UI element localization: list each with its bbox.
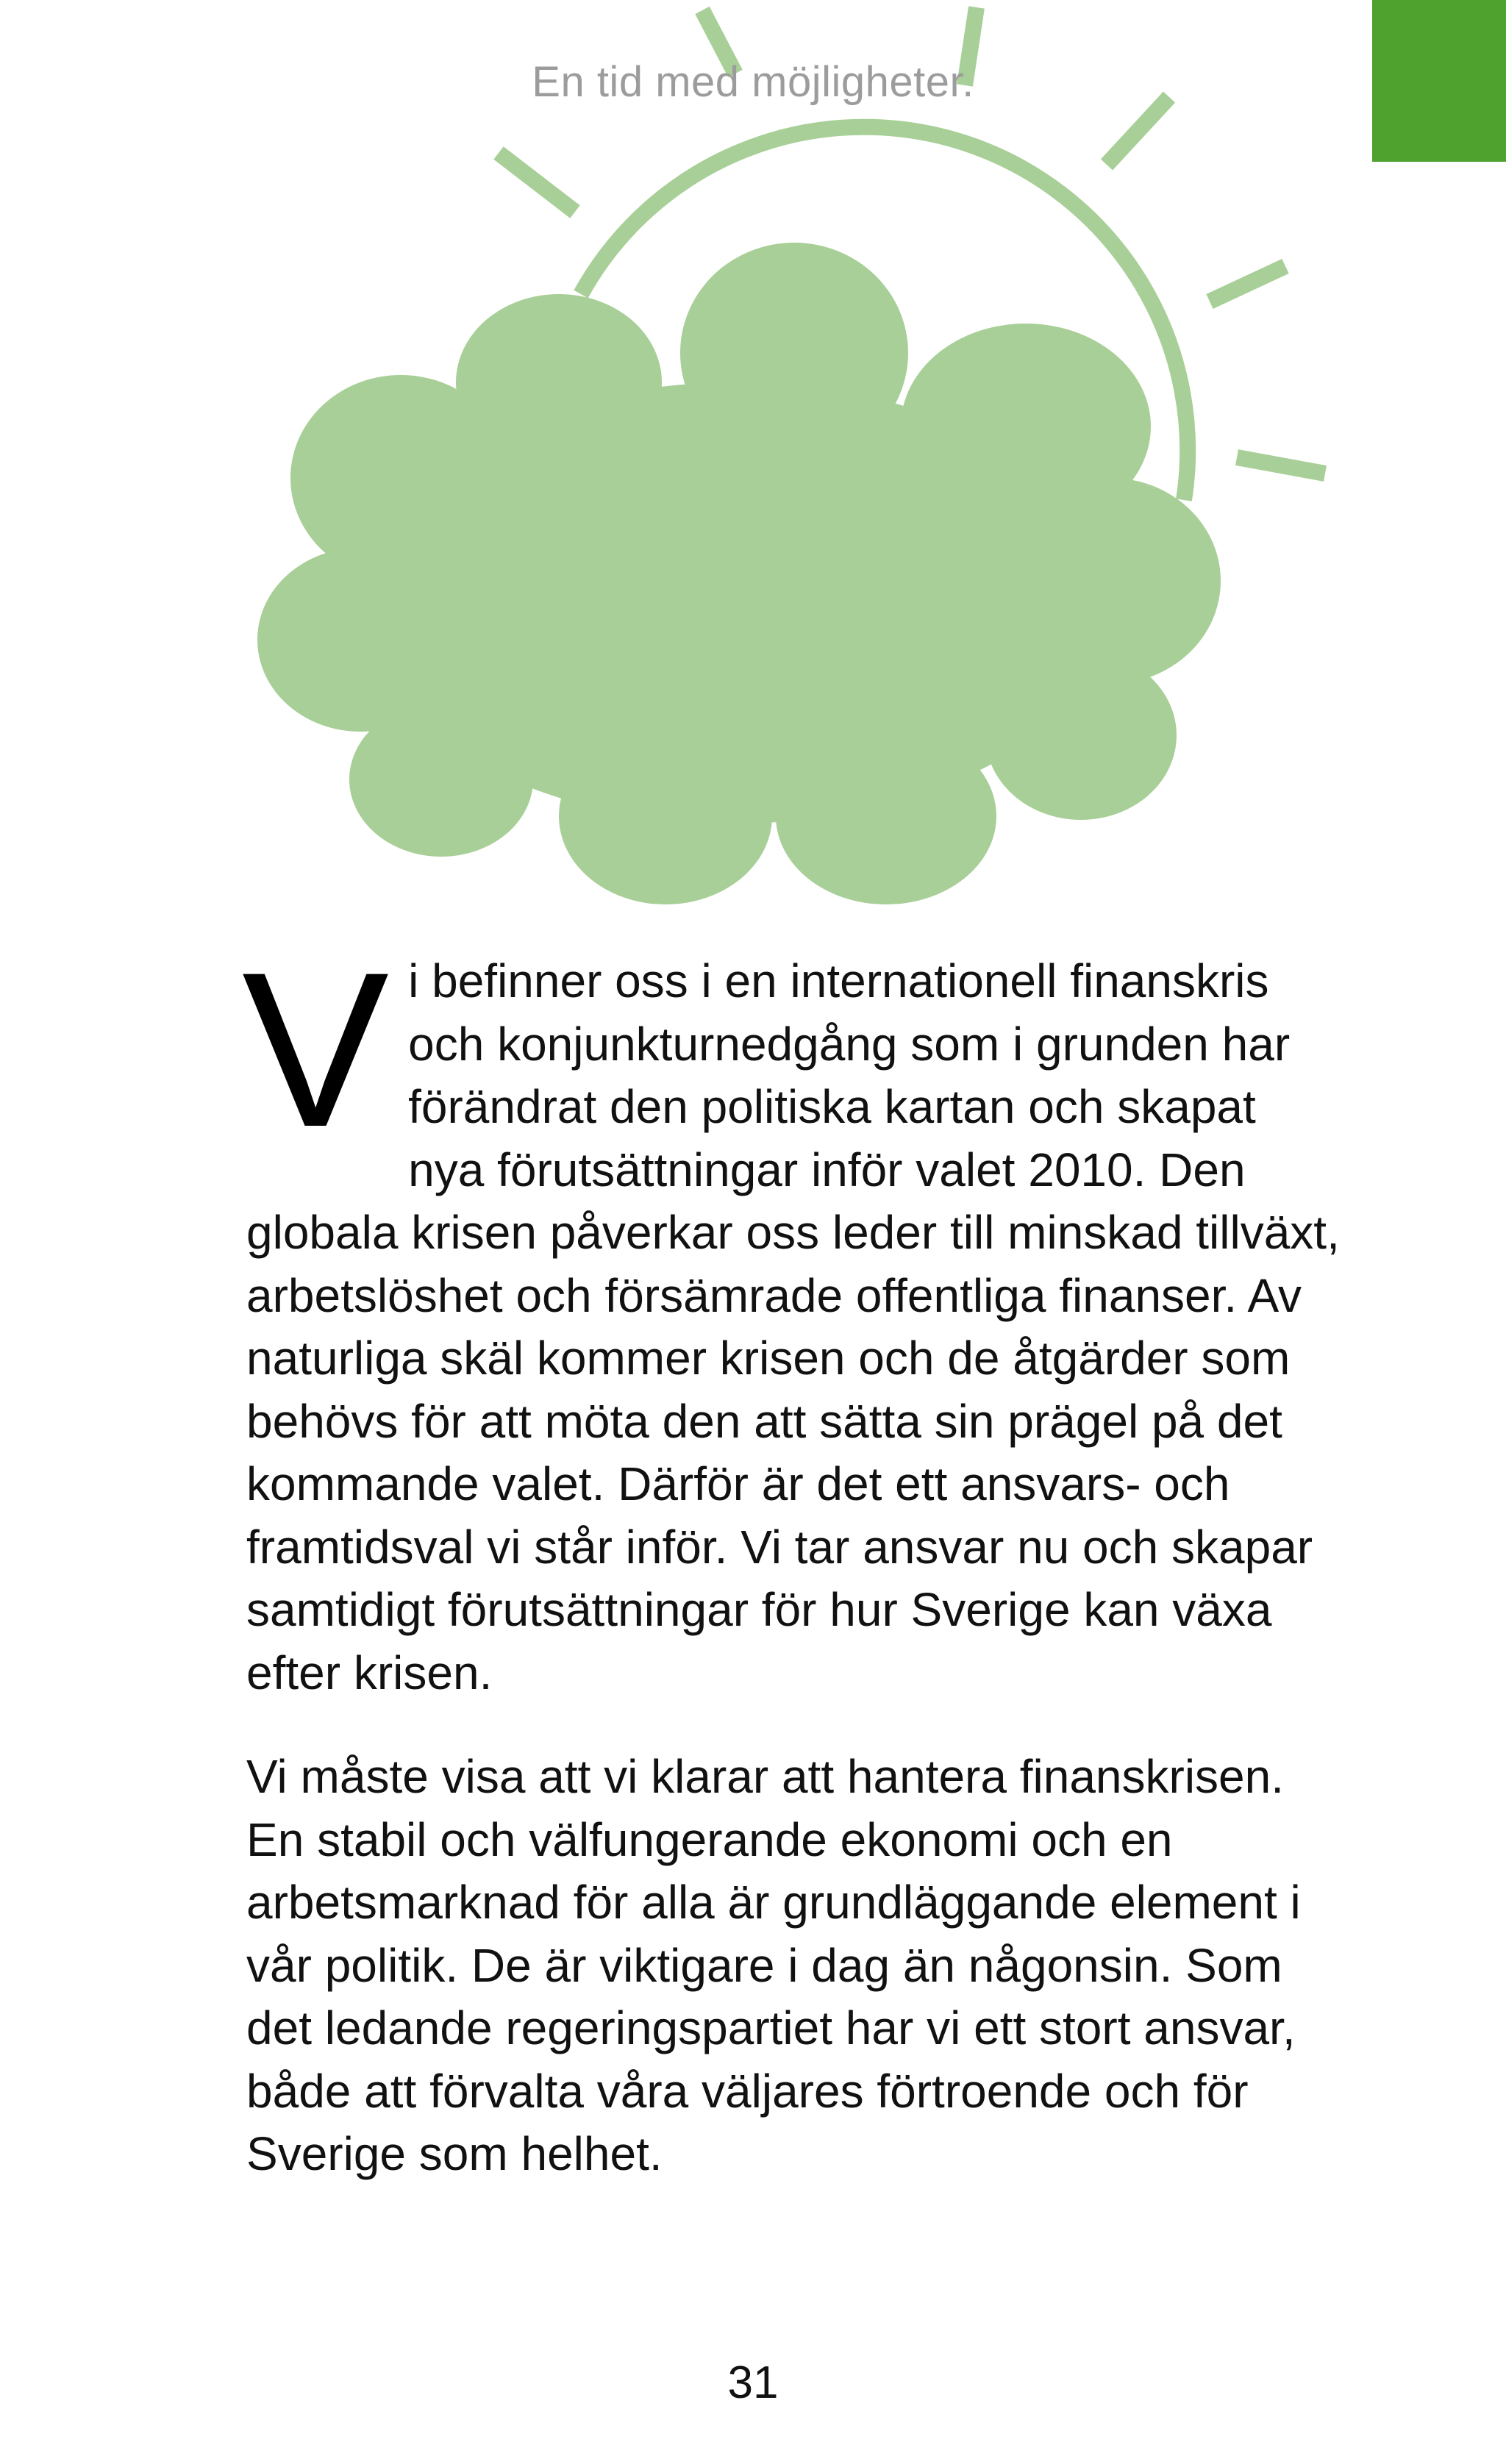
sun-behind-cloud-icon xyxy=(0,0,1506,926)
page-header-title: En tid med möjligheter. xyxy=(532,58,974,106)
paragraph-1-text: i befinner oss i en internationell finanskris och konjunkturnedgång som i grunden har förändrat den politiska kartan och skapat nya förutsättningar inför valet 2010. Den globala krisen påverkar oss leder till minskad tillväxt, arbetslöshet och försämrade offentliga finanser. Av naturliga skäl kommer krisen och de åtgärder som behövs för att möta den att sätta sin prägel på det kommande valet. Därför är det ett ansvars- och framtidsval vi står inför. Vi tar ansvar nu och skapar samtidigt förutsättningar för hur Sverige kan växa efter krisen. xyxy=(246,954,1340,1699)
article-body xyxy=(242,926,1342,2186)
page-number: 31 xyxy=(727,2357,779,2408)
article-paragraph-1 xyxy=(242,926,1342,1704)
drop-cap-letter: V xyxy=(242,926,390,1173)
article-paragraph-2: Vi måste visa att vi klarar att hantera finanskrisen. En stabil och välfungerande ekonomi och en arbetsmarknad för alla är grundläggande element i vår politik. De är viktigare i dag än någonsin. Som det ledande regeringspartiet har vi ett stort ansvar, både att förvalta våra väljares förtroende och för Sverige som helhet. xyxy=(246,1750,1301,2180)
